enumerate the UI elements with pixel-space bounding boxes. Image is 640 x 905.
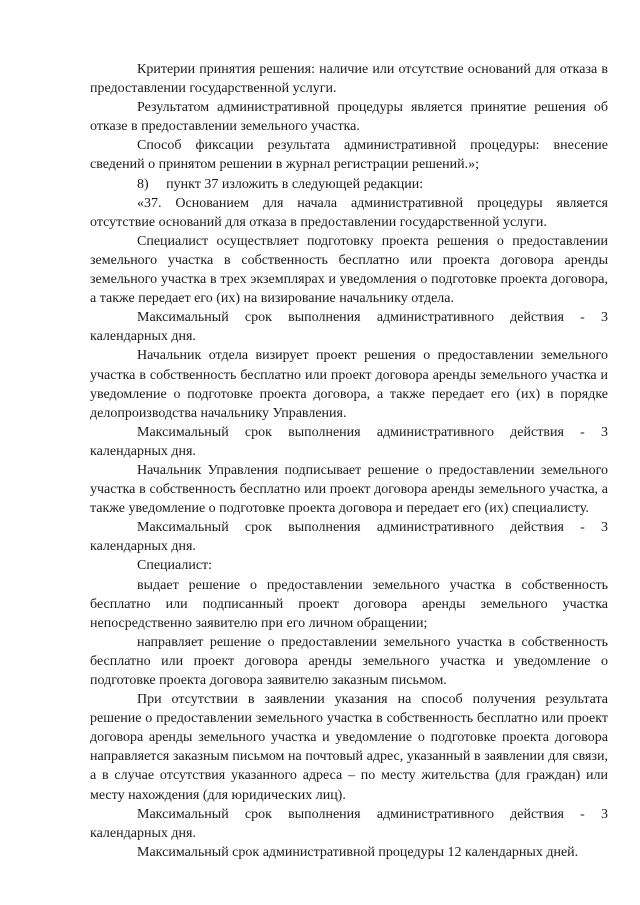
paragraph-max-term: Максимальный срок выполнения административного действия - 3 календарных дня. xyxy=(90,424,608,459)
paragraph-fixation-method: Способ фиксации результата административной процедуры: внесение сведений о принятом решении в журнал регистрации решений.»; xyxy=(90,138,608,173)
paragraph-specialist-prepares: Специалист осуществляет подготовку проекта решения о предоставлении земельного участка в собственность бесплатно или проекта договора аренды земельного участка в трех экземплярах и уведомления о подготовке проекта договора, а также передает его (их) на визирование начальнику отдела. xyxy=(90,233,608,307)
paragraph-head-of-department: Начальник отдела визирует проект решения о предоставлении земельного участка в собственность бесплатно или проект договора аренды земельного участка и уведомление о подготовке проекта договора, а также передает его (их) в порядке делопроизводства начальнику Управления. xyxy=(90,348,608,421)
paragraph-issues-decision: выдает решение о предоставлении земельного участка в собственность бесплатно или подписанный проект договора аренды земельного участка непосредственно заявителю при его личном обращении; xyxy=(90,577,608,631)
paragraph-specialist: Специалист: xyxy=(137,558,213,574)
paragraph-result: Результатом административной процедуры является принятие решения об отказе в предоставлении земельного участка. xyxy=(90,100,608,135)
paragraph-head-of-administration: Начальник Управления подписывает решение о предоставлении земельного участка в собственность бесплатно или проект договора аренды земельного участка, а также уведомление о подготовке проекта договора и передает его (их) специалисту. xyxy=(90,462,608,517)
paragraph-item-8: 8) пункт 37 изложить в следующей редакции: xyxy=(137,176,424,192)
paragraph-max-term: Максимальный срок выполнения административного действия - 3 календарных дня. xyxy=(90,310,608,345)
paragraph-clause-37: «37. Основанием для начала административной процедуры является отсутствие оснований для отказа в предоставлении государственной услуги. xyxy=(90,195,608,230)
paragraph-sends-decision: направляет решение о предоставлении земельного участка в собственность бесплатно или проект договора аренды земельного участка и уведомление о подготовке проекта договора заявителю заказным письмом. xyxy=(90,634,608,688)
paragraph-max-term: Максимальный срок выполнения административного действия - 3 календарных дня. xyxy=(90,520,608,555)
paragraph-max-procedure-term: Максимальный срок административной процедуры 12 календарных дней. xyxy=(137,844,579,860)
paragraph-criteria: Критерии принятия решения: наличие или отсутствие оснований для отказа в предоставлении государственной услуги. xyxy=(90,62,608,97)
paragraph-max-term: Максимальный срок выполнения административного действия - 3 календарных дня. xyxy=(90,806,608,841)
paragraph-no-method-specified: При отсутствии в заявлении указания на способ получения результата решение о предоставлении земельного участка в собственность бесплатно или проект договора аренды земельного участка и уведомление о подготовке проекта договора направляется заказным письмом на почтовый адрес, указанный в заявлении для связи, а в случае отсутствия указанного адреса – по месту жительства (для граждан) или месту нахождения (для юридических лиц). xyxy=(90,692,608,803)
